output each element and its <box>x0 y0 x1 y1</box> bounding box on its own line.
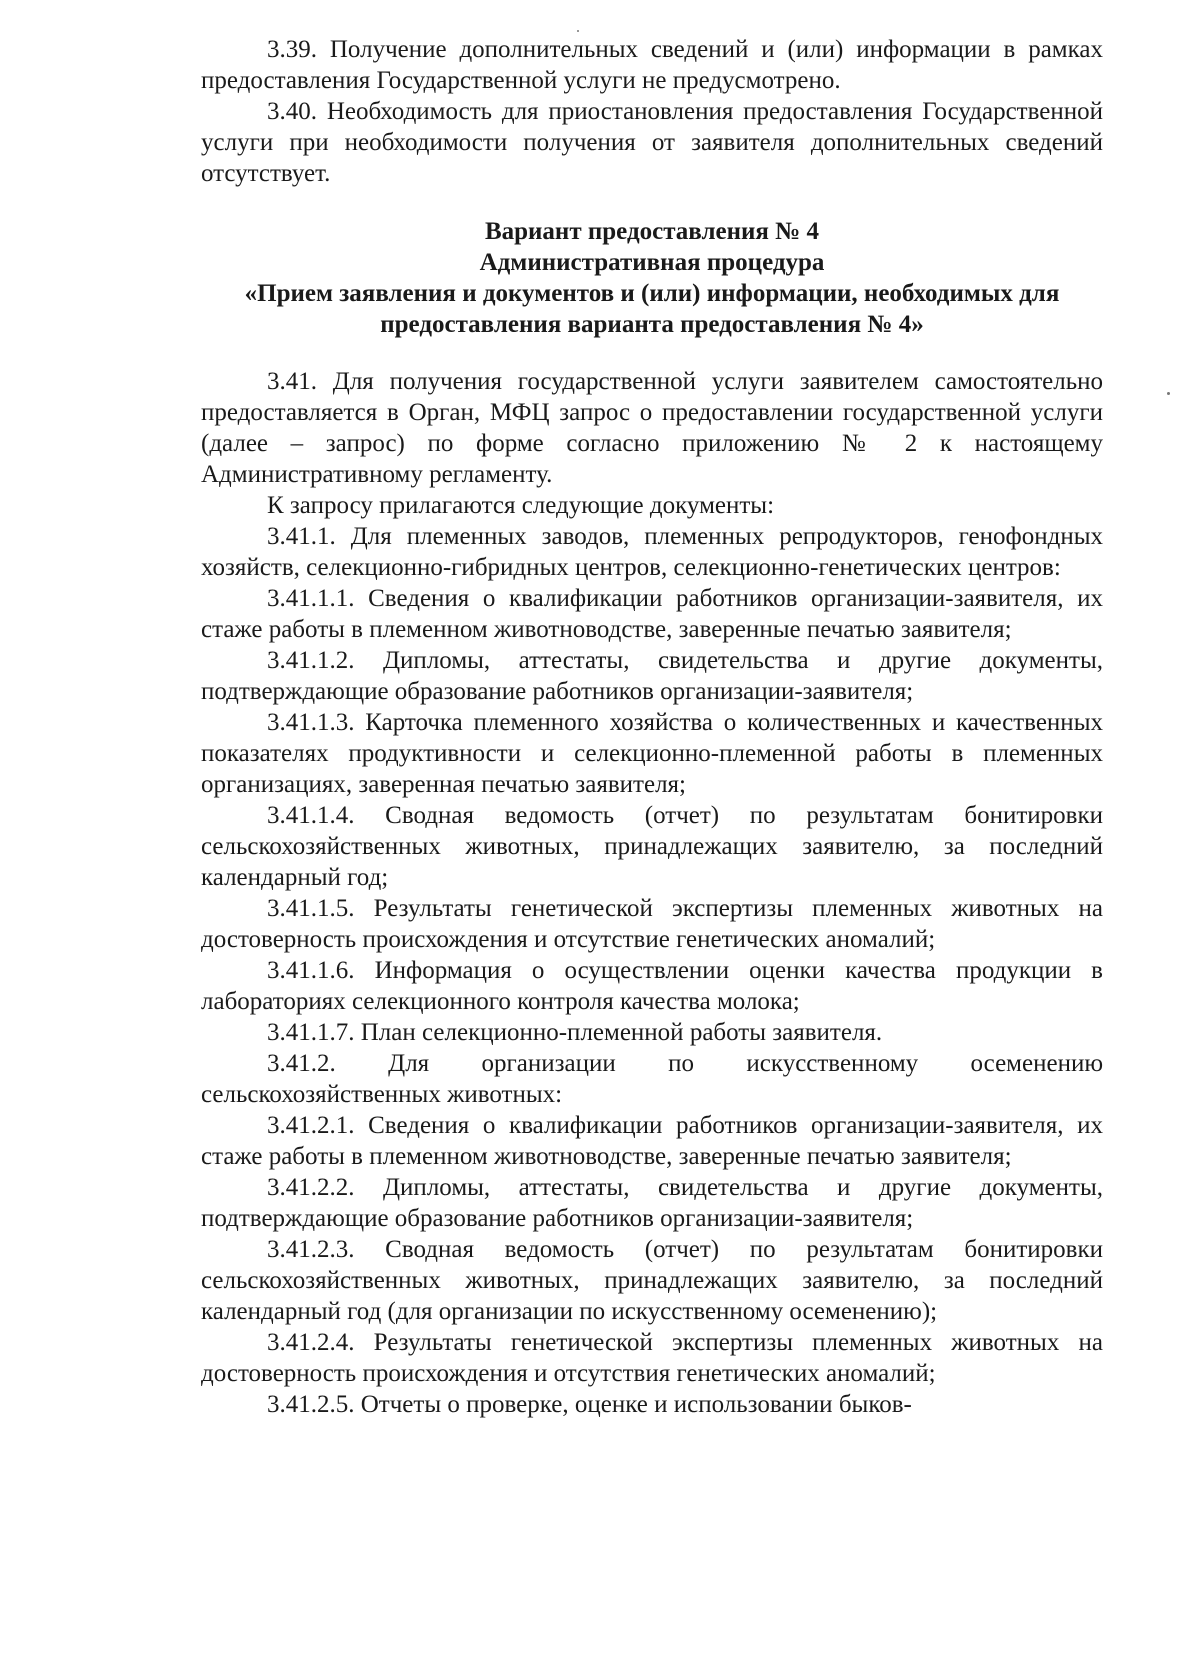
paragraph-attachments-intro: К запросу прилагаются следующие документы: <box>267 492 775 519</box>
paragraph-3-39: 3.39. Получение дополнительных сведений и (или) информации в рамках предоставления Государственной услуги не предусмотрено. <box>201 36 1103 94</box>
paragraph-3-41-1-4: 3.41.1.4. Сводная ведомость (отчет) по результатам бонитировки сельскохозяйственных животных, принадлежащих заявителю, за последний календарный год; <box>201 802 1103 891</box>
heading-variant: Вариант предоставления № 4 <box>484 218 820 245</box>
paragraph-3-41-2: 3.41.2. Для организации по искусственному осеменению сельскохозяйственных животных: <box>201 1050 1103 1108</box>
paragraph-3-41-1-1: 3.41.1.1. Сведения о квалификации работников организации-заявителя, их стаже работы в племенном животноводстве, заверенные печатью заявителя; <box>201 585 1103 643</box>
paragraph-3-41-1-6: 3.41.1.6. Информация о осуществлении оценки качества продукции в лабораториях селекционного контроля качества молока; <box>201 957 1103 1015</box>
paragraph-3-41-2-5: 3.41.2.5. Отчеты о проверке, оценке и использовании быков- <box>267 1391 912 1418</box>
section-heading <box>201 216 1103 340</box>
paragraph-3-41-1: 3.41.1. Для племенных заводов, племенных репродукторов, генофондных хозяйств, селекционно-гибридных центров, селекционно-генетических центров: <box>201 523 1103 581</box>
scan-speck <box>1167 392 1170 395</box>
paragraph-3-41-2-1: 3.41.2.1. Сведения о квалификации работников организации-заявителя, их стаже работы в племенном животноводстве, заверенные печатью заявителя; <box>201 1112 1103 1170</box>
paragraph-3-41-2-2: 3.41.2.2. Дипломы, аттестаты, свидетельства и другие документы, подтверждающие образование работников организации-заявителя; <box>201 1174 1103 1232</box>
paragraph-3-41-1-2: 3.41.1.2. Дипломы, аттестаты, свидетельства и другие документы, подтверждающие образование работников организации-заявителя; <box>201 647 1103 705</box>
paragraph-3-41-1-5: 3.41.1.5. Результаты генетической экспертизы племенных животных на достоверность происхождения и отсутствие генетических аномалий; <box>201 895 1103 953</box>
heading-title-line2: предоставления варианта предоставления № 4» <box>380 311 924 338</box>
scan-speck <box>577 30 579 32</box>
heading-title-line1: «Прием заявления и документов и (или) информации, необходимых для <box>244 280 1060 307</box>
heading-procedure: Административная процедура <box>479 249 825 276</box>
paragraph-3-41: 3.41. Для получения государственной услуги заявителем самостоятельно предоставляется в Орган, МФЦ запрос о предоставлении государственной услуги (далее – запрос) по форме согласно приложению № 2 к настоящему Административному регламенту. <box>201 368 1103 488</box>
paragraph-3-41-1-3: 3.41.1.3. Карточка племенного хозяйства о количественных и качественных показателях продуктивности и селекционно-племенной работы в племенных организациях, заверенная печатью заявителя; <box>201 709 1103 798</box>
paragraph-3-41-1-7: 3.41.1.7. План селекционно-племенной работы заявителя. <box>267 1019 883 1046</box>
paragraph-3-40: 3.40. Необходимость для приостановления предоставления Государственной услуги при необходимости получения от заявителя дополнительных сведений отсутствует. <box>201 98 1103 187</box>
paragraph-3-41-2-4: 3.41.2.4. Результаты генетической экспертизы племенных животных на достоверность происхождения и отсутствия генетических аномалий; <box>201 1329 1103 1387</box>
document-body <box>201 34 1103 1420</box>
paragraph-3-41-2-3: 3.41.2.3. Сводная ведомость (отчет) по результатам бонитировки сельскохозяйственных животных, принадлежащих заявителю, за последний календарный год (для организации по искусственному осеменению); <box>201 1236 1103 1325</box>
